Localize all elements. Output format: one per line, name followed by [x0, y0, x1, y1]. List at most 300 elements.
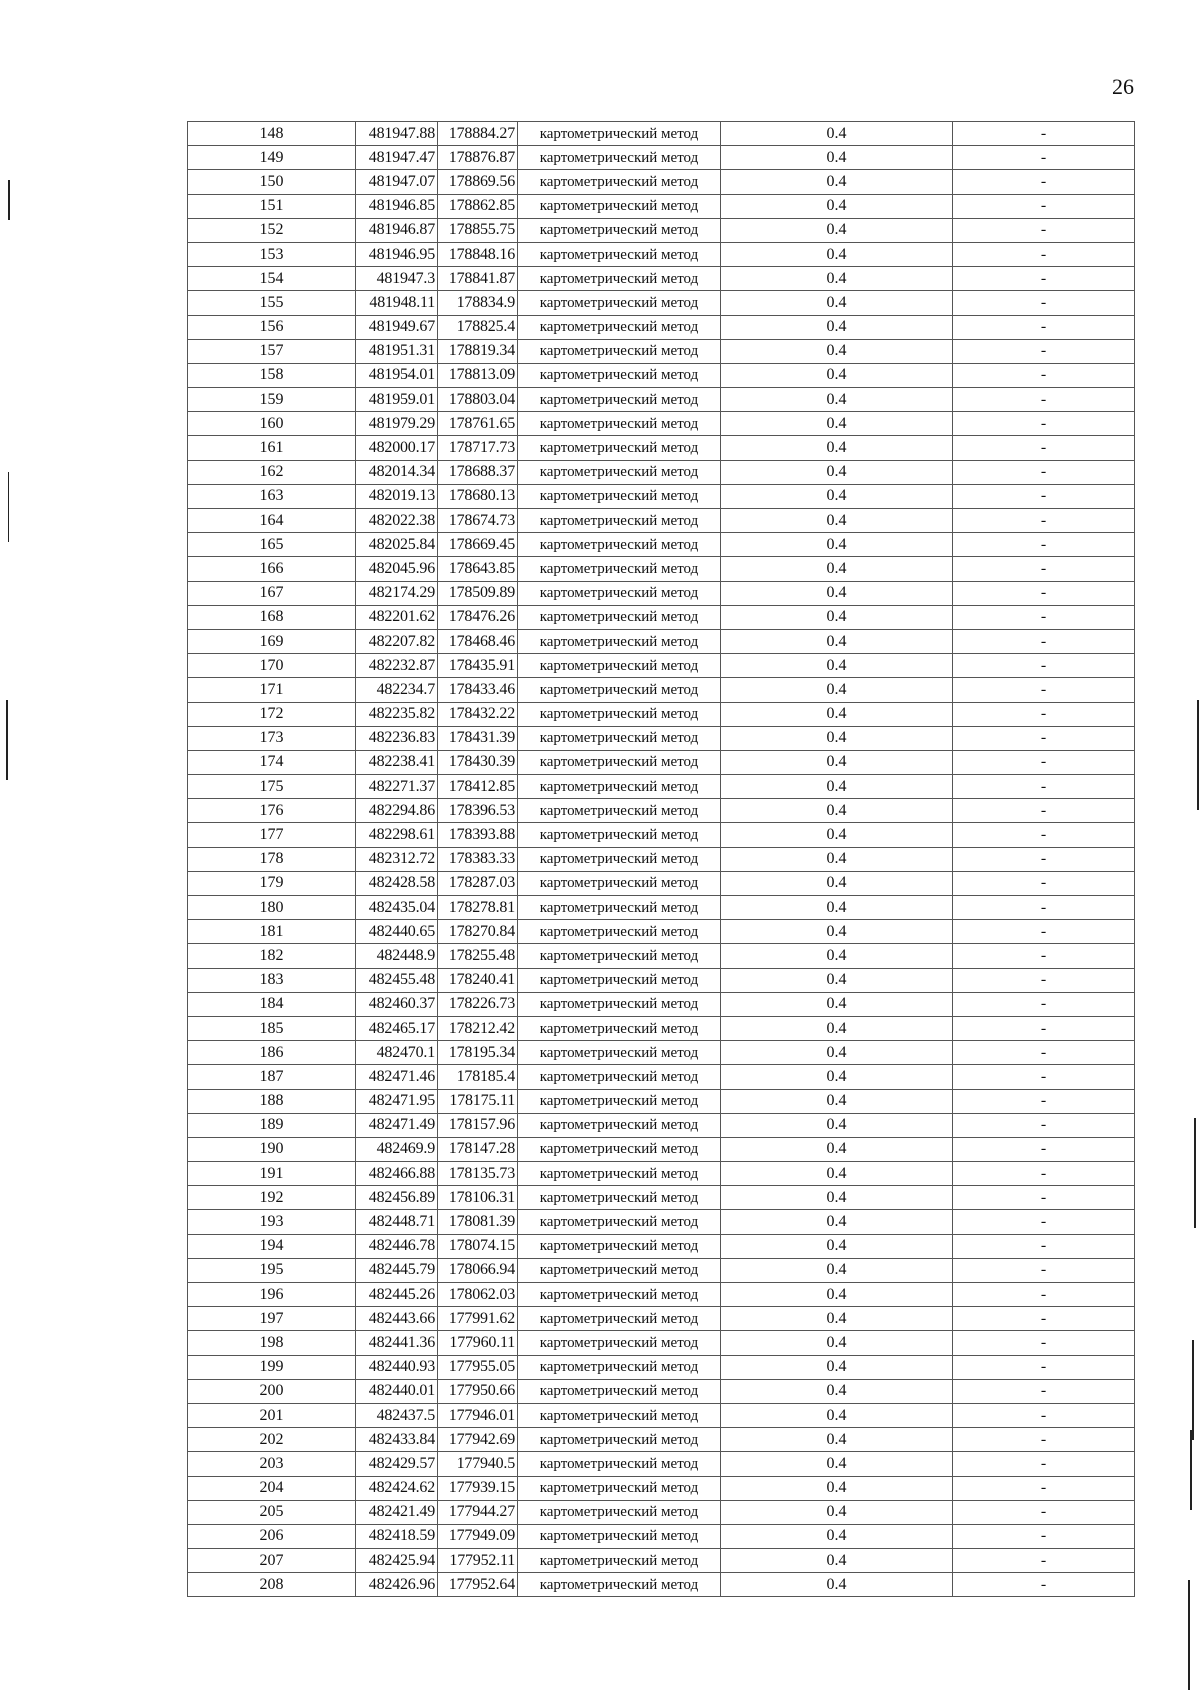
x-coordinate-cell: 481946.95: [356, 242, 438, 266]
method-cell: картометрический метод: [518, 799, 721, 823]
accuracy-cell: 0.4: [721, 170, 953, 194]
table-row: [188, 484, 1135, 508]
accuracy-cell: 0.4: [721, 871, 953, 895]
accuracy-cell: 0.4: [721, 799, 953, 823]
scan-edge-mark: [8, 180, 10, 220]
y-coordinate-cell: 177939.15: [438, 1476, 518, 1500]
y-coordinate-cell: 178278.81: [438, 896, 518, 920]
note-cell: -: [953, 992, 1135, 1016]
point-number-cell: 207: [188, 1549, 356, 1573]
method-cell: картометрический метод: [518, 218, 721, 242]
accuracy-cell: 0.4: [721, 1524, 953, 1548]
y-coordinate-cell: 178185.4: [438, 1065, 518, 1089]
method-cell: картометрический метод: [518, 1258, 721, 1282]
table-row: [188, 1476, 1135, 1500]
x-coordinate-cell: 482455.48: [356, 968, 438, 992]
method-cell: картометрический метод: [518, 871, 721, 895]
table-row: [188, 1379, 1135, 1403]
x-coordinate-cell: 482446.78: [356, 1234, 438, 1258]
table-row: [188, 605, 1135, 629]
note-cell: -: [953, 1379, 1135, 1403]
method-cell: картометрический метод: [518, 1210, 721, 1234]
x-coordinate-cell: 482421.49: [356, 1500, 438, 1524]
point-number-cell: 163: [188, 484, 356, 508]
note-cell: -: [953, 267, 1135, 291]
table-row: [188, 1016, 1135, 1040]
table-row: [188, 1331, 1135, 1355]
y-coordinate-cell: 178669.45: [438, 533, 518, 557]
point-number-cell: 181: [188, 920, 356, 944]
y-coordinate-cell: 178862.85: [438, 194, 518, 218]
x-coordinate-cell: 482201.62: [356, 605, 438, 629]
table-row: [188, 1500, 1135, 1524]
y-coordinate-cell: 178287.03: [438, 871, 518, 895]
accuracy-cell: 0.4: [721, 750, 953, 774]
note-cell: -: [953, 799, 1135, 823]
method-cell: картометрический метод: [518, 1403, 721, 1427]
x-coordinate-cell: 482236.83: [356, 726, 438, 750]
x-coordinate-cell: 482460.37: [356, 992, 438, 1016]
table-row: [188, 750, 1135, 774]
y-coordinate-cell: 178433.46: [438, 678, 518, 702]
point-number-cell: 159: [188, 388, 356, 412]
x-coordinate-cell: 482045.96: [356, 557, 438, 581]
y-coordinate-cell: 178240.41: [438, 968, 518, 992]
table-row: [188, 1355, 1135, 1379]
point-number-cell: 179: [188, 871, 356, 895]
method-cell: картометрический метод: [518, 339, 721, 363]
note-cell: -: [953, 1137, 1135, 1161]
x-coordinate-cell: 481959.01: [356, 388, 438, 412]
point-number-cell: 183: [188, 968, 356, 992]
y-coordinate-cell: 177950.66: [438, 1379, 518, 1403]
accuracy-cell: 0.4: [721, 509, 953, 533]
point-number-cell: 191: [188, 1162, 356, 1186]
y-coordinate-cell: 177944.27: [438, 1500, 518, 1524]
point-number-cell: 157: [188, 339, 356, 363]
accuracy-cell: 0.4: [721, 557, 953, 581]
note-cell: -: [953, 1524, 1135, 1548]
note-cell: -: [953, 847, 1135, 871]
point-number-cell: 149: [188, 146, 356, 170]
scan-edge-mark: [1190, 1430, 1192, 1510]
note-cell: -: [953, 1403, 1135, 1427]
point-number-cell: 169: [188, 629, 356, 653]
coordinates-table-body: [188, 122, 1135, 1597]
accuracy-cell: 0.4: [721, 267, 953, 291]
method-cell: картометрический метод: [518, 1331, 721, 1355]
method-cell: картометрический метод: [518, 1089, 721, 1113]
method-cell: картометрический метод: [518, 557, 721, 581]
method-cell: картометрический метод: [518, 1016, 721, 1040]
note-cell: -: [953, 1234, 1135, 1258]
y-coordinate-cell: 178848.16: [438, 242, 518, 266]
accuracy-cell: 0.4: [721, 194, 953, 218]
table-row: [188, 1573, 1135, 1597]
note-cell: -: [953, 581, 1135, 605]
method-cell: картометрический метод: [518, 726, 721, 750]
x-coordinate-cell: 482232.87: [356, 654, 438, 678]
point-number-cell: 177: [188, 823, 356, 847]
table-row: [188, 1089, 1135, 1113]
method-cell: картометрический метод: [518, 436, 721, 460]
x-coordinate-cell: 481946.87: [356, 218, 438, 242]
accuracy-cell: 0.4: [721, 1016, 953, 1040]
table-row: [188, 412, 1135, 436]
method-cell: картометрический метод: [518, 1137, 721, 1161]
point-number-cell: 200: [188, 1379, 356, 1403]
table-row: [188, 218, 1135, 242]
note-cell: -: [953, 509, 1135, 533]
y-coordinate-cell: 178876.87: [438, 146, 518, 170]
table-row: [188, 460, 1135, 484]
accuracy-cell: 0.4: [721, 1549, 953, 1573]
note-cell: -: [953, 1307, 1135, 1331]
x-coordinate-cell: 481954.01: [356, 363, 438, 387]
method-cell: картометрический метод: [518, 1452, 721, 1476]
y-coordinate-cell: 178195.34: [438, 1041, 518, 1065]
y-coordinate-cell: 178435.91: [438, 654, 518, 678]
y-coordinate-cell: 178688.37: [438, 460, 518, 484]
y-coordinate-cell: 178135.73: [438, 1162, 518, 1186]
point-number-cell: 178: [188, 847, 356, 871]
x-coordinate-cell: 481947.47: [356, 146, 438, 170]
note-cell: -: [953, 775, 1135, 799]
method-cell: картометрический метод: [518, 315, 721, 339]
note-cell: -: [953, 920, 1135, 944]
x-coordinate-cell: 482428.58: [356, 871, 438, 895]
x-coordinate-cell: 481946.85: [356, 194, 438, 218]
x-coordinate-cell: 482440.65: [356, 920, 438, 944]
table-row: [188, 1065, 1135, 1089]
point-number-cell: 201: [188, 1403, 356, 1427]
x-coordinate-cell: 482465.17: [356, 1016, 438, 1040]
note-cell: -: [953, 1016, 1135, 1040]
x-coordinate-cell: 482435.04: [356, 896, 438, 920]
accuracy-cell: 0.4: [721, 1573, 953, 1597]
point-number-cell: 193: [188, 1210, 356, 1234]
accuracy-cell: 0.4: [721, 896, 953, 920]
accuracy-cell: 0.4: [721, 992, 953, 1016]
accuracy-cell: 0.4: [721, 629, 953, 653]
y-coordinate-cell: 177955.05: [438, 1355, 518, 1379]
point-number-cell: 151: [188, 194, 356, 218]
method-cell: картометрический метод: [518, 484, 721, 508]
x-coordinate-cell: 482014.34: [356, 460, 438, 484]
x-coordinate-cell: 482466.88: [356, 1162, 438, 1186]
accuracy-cell: 0.4: [721, 1379, 953, 1403]
method-cell: картометрический метод: [518, 1307, 721, 1331]
point-number-cell: 171: [188, 678, 356, 702]
point-number-cell: 172: [188, 702, 356, 726]
y-coordinate-cell: 177949.09: [438, 1524, 518, 1548]
y-coordinate-cell: 178412.85: [438, 775, 518, 799]
y-coordinate-cell: 178175.11: [438, 1089, 518, 1113]
y-coordinate-cell: 177991.62: [438, 1307, 518, 1331]
table-row: [188, 1403, 1135, 1427]
table-row: [188, 1234, 1135, 1258]
point-number-cell: 206: [188, 1524, 356, 1548]
accuracy-cell: 0.4: [721, 339, 953, 363]
accuracy-cell: 0.4: [721, 605, 953, 629]
x-coordinate-cell: 482298.61: [356, 823, 438, 847]
x-coordinate-cell: 482448.71: [356, 1210, 438, 1234]
table-row: [188, 291, 1135, 315]
note-cell: -: [953, 1500, 1135, 1524]
y-coordinate-cell: 177942.69: [438, 1428, 518, 1452]
note-cell: -: [953, 122, 1135, 146]
y-coordinate-cell: 178841.87: [438, 267, 518, 291]
y-coordinate-cell: 177940.5: [438, 1452, 518, 1476]
y-coordinate-cell: 178509.89: [438, 581, 518, 605]
method-cell: картометрический метод: [518, 363, 721, 387]
method-cell: картометрический метод: [518, 944, 721, 968]
table-row: [188, 509, 1135, 533]
point-number-cell: 188: [188, 1089, 356, 1113]
accuracy-cell: 0.4: [721, 654, 953, 678]
accuracy-cell: 0.4: [721, 1041, 953, 1065]
accuracy-cell: 0.4: [721, 1452, 953, 1476]
x-coordinate-cell: 482418.59: [356, 1524, 438, 1548]
page-number: 26: [1112, 74, 1134, 99]
y-coordinate-cell: 178212.42: [438, 1016, 518, 1040]
method-cell: картометрический метод: [518, 1234, 721, 1258]
x-coordinate-cell: 482440.01: [356, 1379, 438, 1403]
note-cell: -: [953, 654, 1135, 678]
accuracy-cell: 0.4: [721, 1113, 953, 1137]
accuracy-cell: 0.4: [721, 823, 953, 847]
x-coordinate-cell: 481979.29: [356, 412, 438, 436]
x-coordinate-cell: 482234.7: [356, 678, 438, 702]
accuracy-cell: 0.4: [721, 1476, 953, 1500]
point-number-cell: 184: [188, 992, 356, 1016]
accuracy-cell: 0.4: [721, 484, 953, 508]
x-coordinate-cell: 482425.94: [356, 1549, 438, 1573]
accuracy-cell: 0.4: [721, 581, 953, 605]
note-cell: -: [953, 726, 1135, 750]
point-number-cell: 155: [188, 291, 356, 315]
accuracy-cell: 0.4: [721, 1065, 953, 1089]
y-coordinate-cell: 178393.88: [438, 823, 518, 847]
y-coordinate-cell: 178825.4: [438, 315, 518, 339]
accuracy-cell: 0.4: [721, 1307, 953, 1331]
note-cell: -: [953, 363, 1135, 387]
accuracy-cell: 0.4: [721, 1089, 953, 1113]
x-coordinate-cell: 482440.93: [356, 1355, 438, 1379]
method-cell: картометрический метод: [518, 1476, 721, 1500]
y-coordinate-cell: 178674.73: [438, 509, 518, 533]
table-row: [188, 1258, 1135, 1282]
method-cell: картометрический метод: [518, 678, 721, 702]
table-row: [188, 871, 1135, 895]
note-cell: -: [953, 1355, 1135, 1379]
table-row: [188, 1283, 1135, 1307]
method-cell: картометрический метод: [518, 654, 721, 678]
table-row: [188, 242, 1135, 266]
note-cell: -: [953, 1283, 1135, 1307]
accuracy-cell: 0.4: [721, 315, 953, 339]
note-cell: -: [953, 1113, 1135, 1137]
method-cell: картометрический метод: [518, 1549, 721, 1573]
y-coordinate-cell: 178717.73: [438, 436, 518, 460]
note-cell: -: [953, 1089, 1135, 1113]
method-cell: картометрический метод: [518, 1355, 721, 1379]
table-row: [188, 1186, 1135, 1210]
note-cell: -: [953, 896, 1135, 920]
y-coordinate-cell: 178468.46: [438, 629, 518, 653]
point-number-cell: 185: [188, 1016, 356, 1040]
scan-edge-mark: [8, 472, 9, 542]
method-cell: картометрический метод: [518, 291, 721, 315]
method-cell: картометрический метод: [518, 1573, 721, 1597]
y-coordinate-cell: 178761.65: [438, 412, 518, 436]
x-coordinate-cell: 482443.66: [356, 1307, 438, 1331]
point-number-cell: 152: [188, 218, 356, 242]
scan-edge-mark: [1197, 700, 1199, 810]
x-coordinate-cell: 481947.07: [356, 170, 438, 194]
accuracy-cell: 0.4: [721, 218, 953, 242]
method-cell: картометрический метод: [518, 968, 721, 992]
table-row: [188, 1307, 1135, 1331]
x-coordinate-cell: 482271.37: [356, 775, 438, 799]
x-coordinate-cell: 482448.9: [356, 944, 438, 968]
y-coordinate-cell: 178855.75: [438, 218, 518, 242]
x-coordinate-cell: 481948.11: [356, 291, 438, 315]
method-cell: картометрический метод: [518, 509, 721, 533]
note-cell: -: [953, 194, 1135, 218]
table-row: [188, 170, 1135, 194]
method-cell: картометрический метод: [518, 267, 721, 291]
method-cell: картометрический метод: [518, 388, 721, 412]
note-cell: -: [953, 291, 1135, 315]
y-coordinate-cell: 178081.39: [438, 1210, 518, 1234]
method-cell: картометрический метод: [518, 823, 721, 847]
method-cell: картометрический метод: [518, 750, 721, 774]
accuracy-cell: 0.4: [721, 726, 953, 750]
accuracy-cell: 0.4: [721, 1234, 953, 1258]
method-cell: картометрический метод: [518, 533, 721, 557]
x-coordinate-cell: 482469.9: [356, 1137, 438, 1161]
table-row: [188, 726, 1135, 750]
x-coordinate-cell: 482312.72: [356, 847, 438, 871]
table-row: [188, 315, 1135, 339]
table-row: [188, 654, 1135, 678]
table-row: [188, 436, 1135, 460]
accuracy-cell: 0.4: [721, 920, 953, 944]
note-cell: -: [953, 1186, 1135, 1210]
accuracy-cell: 0.4: [721, 533, 953, 557]
table-row: [188, 799, 1135, 823]
method-cell: картометрический метод: [518, 920, 721, 944]
note-cell: -: [953, 388, 1135, 412]
point-number-cell: 150: [188, 170, 356, 194]
accuracy-cell: 0.4: [721, 1331, 953, 1355]
x-coordinate-cell: 482174.29: [356, 581, 438, 605]
y-coordinate-cell: 177952.64: [438, 1573, 518, 1597]
method-cell: картометрический метод: [518, 1283, 721, 1307]
note-cell: -: [953, 1331, 1135, 1355]
x-coordinate-cell: 482238.41: [356, 750, 438, 774]
y-coordinate-cell: 178396.53: [438, 799, 518, 823]
y-coordinate-cell: 178819.34: [438, 339, 518, 363]
accuracy-cell: 0.4: [721, 1403, 953, 1427]
point-number-cell: 175: [188, 775, 356, 799]
note-cell: -: [953, 1549, 1135, 1573]
table-row: [188, 823, 1135, 847]
point-number-cell: 190: [188, 1137, 356, 1161]
accuracy-cell: 0.4: [721, 678, 953, 702]
note-cell: -: [953, 1041, 1135, 1065]
y-coordinate-cell: 178062.03: [438, 1283, 518, 1307]
note-cell: -: [953, 533, 1135, 557]
note-cell: -: [953, 412, 1135, 436]
y-coordinate-cell: 178431.39: [438, 726, 518, 750]
y-coordinate-cell: 178383.33: [438, 847, 518, 871]
note-cell: -: [953, 1258, 1135, 1282]
x-coordinate-cell: 482000.17: [356, 436, 438, 460]
x-coordinate-cell: 482429.57: [356, 1452, 438, 1476]
x-coordinate-cell: 482470.1: [356, 1041, 438, 1065]
method-cell: картометрический метод: [518, 896, 721, 920]
y-coordinate-cell: 178813.09: [438, 363, 518, 387]
point-number-cell: 170: [188, 654, 356, 678]
note-cell: -: [953, 484, 1135, 508]
method-cell: картометрический метод: [518, 460, 721, 484]
scan-edge-mark: [6, 700, 8, 780]
y-coordinate-cell: 178430.39: [438, 750, 518, 774]
point-number-cell: 158: [188, 363, 356, 387]
accuracy-cell: 0.4: [721, 436, 953, 460]
scan-edge-mark: [1194, 1118, 1196, 1228]
table-row: [188, 363, 1135, 387]
point-number-cell: 173: [188, 726, 356, 750]
accuracy-cell: 0.4: [721, 968, 953, 992]
point-number-cell: 199: [188, 1355, 356, 1379]
x-coordinate-cell: 481951.31: [356, 339, 438, 363]
method-cell: картометрический метод: [518, 775, 721, 799]
point-number-cell: 154: [188, 267, 356, 291]
note-cell: -: [953, 1452, 1135, 1476]
table-row: [188, 581, 1135, 605]
point-number-cell: 203: [188, 1452, 356, 1476]
point-number-cell: 180: [188, 896, 356, 920]
method-cell: картометрический метод: [518, 581, 721, 605]
note-cell: -: [953, 1065, 1135, 1089]
point-number-cell: 186: [188, 1041, 356, 1065]
x-coordinate-cell: 481949.67: [356, 315, 438, 339]
x-coordinate-cell: 482019.13: [356, 484, 438, 508]
y-coordinate-cell: 178147.28: [438, 1137, 518, 1161]
point-number-cell: 195: [188, 1258, 356, 1282]
accuracy-cell: 0.4: [721, 1137, 953, 1161]
point-number-cell: 160: [188, 412, 356, 436]
point-number-cell: 153: [188, 242, 356, 266]
y-coordinate-cell: 178255.48: [438, 944, 518, 968]
coordinates-table: [187, 121, 1135, 1597]
y-coordinate-cell: 178157.96: [438, 1113, 518, 1137]
accuracy-cell: 0.4: [721, 847, 953, 871]
point-number-cell: 194: [188, 1234, 356, 1258]
method-cell: картометрический метод: [518, 146, 721, 170]
x-coordinate-cell: 482235.82: [356, 702, 438, 726]
method-cell: картометрический метод: [518, 1065, 721, 1089]
table-row: [188, 122, 1135, 146]
x-coordinate-cell: 482471.49: [356, 1113, 438, 1137]
point-number-cell: 197: [188, 1307, 356, 1331]
x-coordinate-cell: 482456.89: [356, 1186, 438, 1210]
point-number-cell: 182: [188, 944, 356, 968]
y-coordinate-cell: 177952.11: [438, 1549, 518, 1573]
